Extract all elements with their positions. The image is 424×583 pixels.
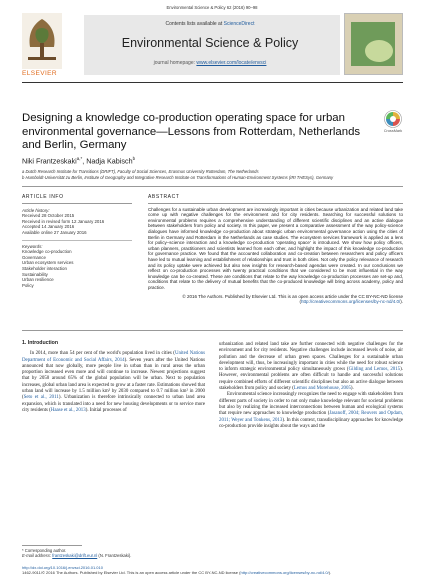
sciencedirect-link[interactable]: ScienceDirect (223, 21, 255, 27)
author-marks: a,* (76, 156, 83, 161)
abstract-copyright (148, 294, 403, 305)
journal-homepage (90, 60, 330, 66)
citation-link[interactable]: Seto et al., 2011 (23, 395, 59, 401)
keyword: Policy (22, 282, 34, 288)
publisher-name: ELSEVIER (22, 70, 57, 77)
homepage-link[interactable]: www.elsevier.com/locate/envsci (196, 60, 267, 66)
cover-art-detail (365, 40, 393, 62)
abstract-text: Challenges for a sustainable urban development are increasingly important in cities because urbanization and related land take come up with negative challenges for the environment and for city residents. Searching for successful solutions to environmental problems requires a comprehensive understanding of different scientific disciplines and an active dialogue between stakeholders from policy and society. In this paper, we present a comparative assessment of the way policy-science dialogues have informed knowledge co-production about strategic urban environmental governance action using the cities of Berlin in Germany and Rotterdam in the Netherlands as case studies. The ecosystem services framework is applied as a lens for policy–science interaction and a knowledge co-production 'operating space' is introduced. We show how policy officers, urban planners, practitioners and scientists learned from each other, and highlight the impact of this knowledge co-production for governance practice. We found that the accounted collaboration and co-creation between researchers and policy officers have led to mutual learning and establishment of relationships and trust in both cities. Not only the policy relevance of research and its policy uptake were achieved but also new insights for research-based agendas were created. In our conclusions we reflect on co-production processes with twenty practical conditions that we considered to be most influential in the way knowledge can be co-created. These are conditions that relate to the way knowledge co-production processes are set-up and, conditions that relate to the delivery of mutual benefits that the co-produced knowledge will bring across academy, policy and practice. (148, 206, 403, 290)
citation-link[interactable]: Jasanoff, 2004; Reuvers and Opdam, 2011; Weyer and Tonkens, 2013 (219, 411, 403, 423)
text-run: ). Initial processes of (85, 407, 127, 413)
body-left-column (22, 340, 205, 414)
keywords (22, 240, 132, 289)
email-label: E-mail address: (22, 553, 52, 559)
body-right-column (219, 342, 403, 430)
citation-link[interactable]: Lemos and Morehouse, 2005 (293, 386, 351, 392)
text-run: In 2014, more than 54 per cent of the world's population lived in cities ( (30, 351, 175, 357)
history-item: Received in revised form 12 January 2016 (22, 218, 105, 224)
email-person: (N. Frantzeskaki). (98, 553, 132, 559)
cover-art (351, 22, 395, 66)
footnote-rule (22, 545, 82, 546)
abstract-heading: ABSTRACT (148, 194, 180, 200)
article-info-rule (22, 203, 132, 204)
copyright-text: © 2016 The Authors. Published by Elsevier Ltd. This is an open access article under the CC BY-NC-ND license ( (182, 293, 403, 305)
section-rule (22, 186, 403, 187)
contents-prefix: Contents lists available at (165, 21, 223, 27)
section-heading: 1. Introduction (22, 340, 59, 346)
keyword: Urban ecosystem services (22, 260, 74, 266)
history-label: Article history: (22, 207, 50, 213)
header-rule (22, 82, 403, 83)
journal-citation: Environmental Science & Policy 62 (2016) 90–98 (166, 5, 258, 10)
keywords-label: Keywords: (22, 243, 43, 249)
citation-link[interactable]: Gilding and Lemos, 2015 (348, 367, 401, 373)
article-title: Designing a knowledge co-production operating space for urban environmental governance—Lessons from Rotterdam, Netherlands and Berlin, Germany (22, 112, 361, 151)
homepage-prefix: journal homepage: (153, 60, 195, 66)
text-run: ). (350, 386, 354, 392)
abstract-rule (148, 203, 403, 204)
journal-cover-thumbnail (344, 13, 403, 75)
article-history (22, 208, 132, 236)
text-run: urbanization and related land take are further connected with negative challenges for the environment and for city residents. Negative challenges include increased levels of noise, air pollution and the decrease of urban green spaces. Challenges for a sustainable urban development will, thus, be increasingly important in cities while the need for robust science to inform strategic environmental policy simultaneously grows ( (219, 342, 403, 373)
text-run: ). Urbanization is therefore intrinsically connected to urban land area expansion, which is translated into a need for new housing developments or to service more city residents ( (22, 395, 206, 413)
keyword: Sustainability (22, 271, 48, 277)
doi-link[interactable]: http://dx.doi.org/10.1016/j.envsci.2016.01.010 (22, 565, 103, 570)
body-paragraph (219, 392, 403, 430)
keyword: Stakeholder interaction (22, 265, 67, 271)
citation-link[interactable]: Haase et al., 2013 (50, 407, 86, 413)
crossmark-icon[interactable] (384, 110, 402, 128)
author-name: Niki Frantzeskaki (22, 156, 77, 166)
keyword: Knowledge co-production (22, 249, 72, 255)
footer-license-link[interactable]: http://creativecommons.org/licenses/by-nc-nd/4.0/ (240, 570, 329, 575)
author-line (22, 156, 135, 165)
history-item: Available online 27 January 2016 (22, 229, 87, 235)
license-link[interactable]: http://creativecommons.org/licenses/by-nc-nd/4.0/ (300, 299, 401, 305)
body-paragraph (219, 342, 403, 392)
footer-license-line (22, 570, 403, 575)
page-footer (22, 565, 403, 575)
author-marks-2: b (132, 156, 136, 161)
footnote (22, 548, 205, 558)
article-info (22, 195, 132, 288)
article-info-heading: ARTICLE INFO (22, 194, 64, 200)
crossmark-label: CrossMark (383, 129, 403, 133)
body-paragraph (22, 351, 205, 414)
history-item: Received 28 October 2015 (22, 213, 75, 219)
text-run: Environmental science increasingly recognizes the need to engage with stakeholders from different parts of society in order to not only make knowledge relevant for societal problems but also by realizing the increased interconnections between human and ecological systems that require new approaches to knowledge production ( (219, 392, 403, 417)
email-link[interactable]: frantzeskaki@drift.eur.nl (52, 553, 98, 559)
text-run: ). In this context, transdisciplinary approaches for knowledge co-production provide insights about the ways and the (219, 417, 403, 429)
author-name-2: , Nadja Kabisch (82, 156, 133, 166)
text-run: ). However, environmental problems are often difficult to handle and successful solutions require combined efforts of different scientific disciplines but also an active dialogue between stakeholders from policy and society ( (219, 367, 403, 392)
body-rule (22, 330, 403, 331)
text-run: ). Seven years after the United Nations announced that now globally, more people live in urban than in rural areas the urban proportion increased even more and will continue to increase. Newest projections suggest that by 2050 around 65% of the global population will be urban. Next to population increases, global urban land area is expected to grow at a faster rate. Estimations showed that urban land will increase by 1.5 million km² by 2030 compared to 0.7 million km² in 2000 ( (22, 357, 205, 401)
footer-text: 1462-9011/© 2016 The Authors. Published by Elsevier Ltd. This is an open access article under the CC BY-NC-ND license ( (22, 570, 241, 575)
history-item: Accepted 14 January 2016 (22, 224, 75, 230)
journal-title: Environmental Science & Policy (121, 36, 299, 50)
email-line (22, 553, 205, 558)
footer-end: ). (328, 570, 332, 575)
keyword: Governance (22, 254, 46, 260)
citation-link[interactable]: United Nations Department of Economic and Social Affairs, 2014 (22, 351, 206, 363)
corresponding-author: * Corresponding author. (22, 548, 67, 553)
keyword: Urban resilience (22, 277, 54, 283)
affiliation-b: b Humboldt-Universität zu Berlin, Institute of Geography and Integrative Research Institute on Transformations of Human-Environment Systems (IRI THESys), Germany (22, 175, 334, 180)
elsevier-logo (22, 13, 62, 69)
copyright-end: ). (400, 299, 403, 305)
affiliation-a: a Dutch Research Institute for Transitions (DRIFT), Faculty of Social Sciences, Erasmus University Rotterdam, The Netherlands (22, 169, 259, 174)
abstract (148, 195, 403, 305)
contents-available (90, 21, 330, 27)
